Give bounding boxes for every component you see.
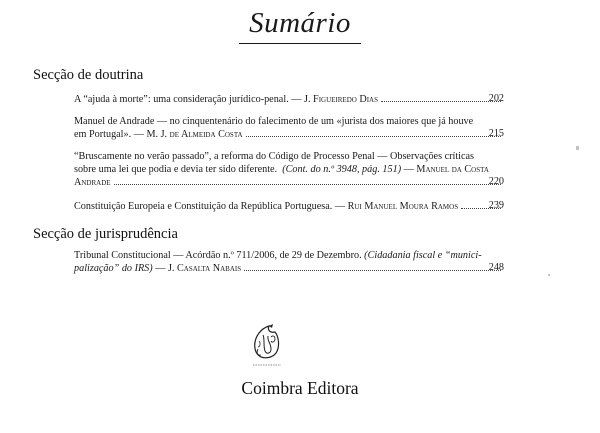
section-heading-doutrina: Secção de doutrina	[33, 67, 144, 83]
entry-author: J. Figueiredo Dias	[303, 94, 378, 105]
toc-entry-manuel-andrade[interactable]	[74, 115, 504, 141]
entry-note-cont: palização” do IRS)	[74, 263, 153, 274]
entry-author: J. Casalta Nabais	[167, 263, 242, 274]
leader-dots	[244, 270, 501, 271]
toc-entry-reforma-cpp[interactable]	[74, 150, 504, 189]
coimbra-editora-emblem-icon	[249, 323, 285, 371]
entry-title: A “ajuda à morte”: uma consideração jurídico-penal. —	[74, 94, 302, 105]
entry-author: M. J. de Almeida Costa	[146, 129, 243, 140]
entry-title-line1: “Bruscamente no verão passado”, a reforma do Código de Processo Penal — Observações críticas	[74, 151, 475, 162]
toc-entry-ajuda-morte[interactable]	[74, 93, 504, 106]
entry-dash: —	[155, 263, 166, 274]
entry-title-line1: Tribunal Constitucional — Acórdão n.º 711/2006, de 29 de Dezembro.	[74, 250, 362, 261]
entry-title-line1: Manuel de Andrade — no cinquentenário do falecimento de um «jurista dos maiores que já houve	[74, 116, 474, 127]
section-heading-jurisprudencia: Secção de jurisprudência	[33, 226, 178, 242]
scan-speck	[548, 274, 550, 276]
toc-entry-constituicao[interactable]	[74, 200, 504, 213]
page-number: 239	[488, 200, 504, 211]
entry-title: Constituição Europeia e Constituição da República Portuguesa. —	[74, 201, 346, 212]
entry-author-cont: Andrade	[74, 177, 111, 188]
entry-title-line2: sobre uma lei que podia e devia ter sido diferente.	[74, 164, 278, 175]
page-title: Sumário	[239, 8, 361, 44]
scan-speck	[576, 146, 579, 150]
page-number: 202	[488, 93, 504, 104]
title-wrap	[0, 8, 600, 44]
page-number: 220	[488, 176, 504, 187]
toc-entry-tribunal-constitucional[interactable]	[74, 249, 504, 275]
entry-note: (Cont. do n.º 3948, pág. 151)	[282, 164, 402, 175]
publisher-name: Coimbra Editora	[241, 378, 359, 398]
leader-dots	[114, 184, 501, 185]
leader-dots	[246, 136, 501, 137]
entry-dash: —	[403, 164, 414, 175]
entry-title-line2: em Portugal». —	[74, 129, 144, 140]
entry-author: Manuel da Costa	[416, 164, 489, 175]
entry-author: Rui Manuel Moura Ramos	[347, 201, 459, 212]
page-number: 215	[488, 128, 504, 139]
entry-note: (Cidadania fiscal e “munici-	[364, 250, 482, 261]
page-number: 248	[488, 262, 504, 273]
